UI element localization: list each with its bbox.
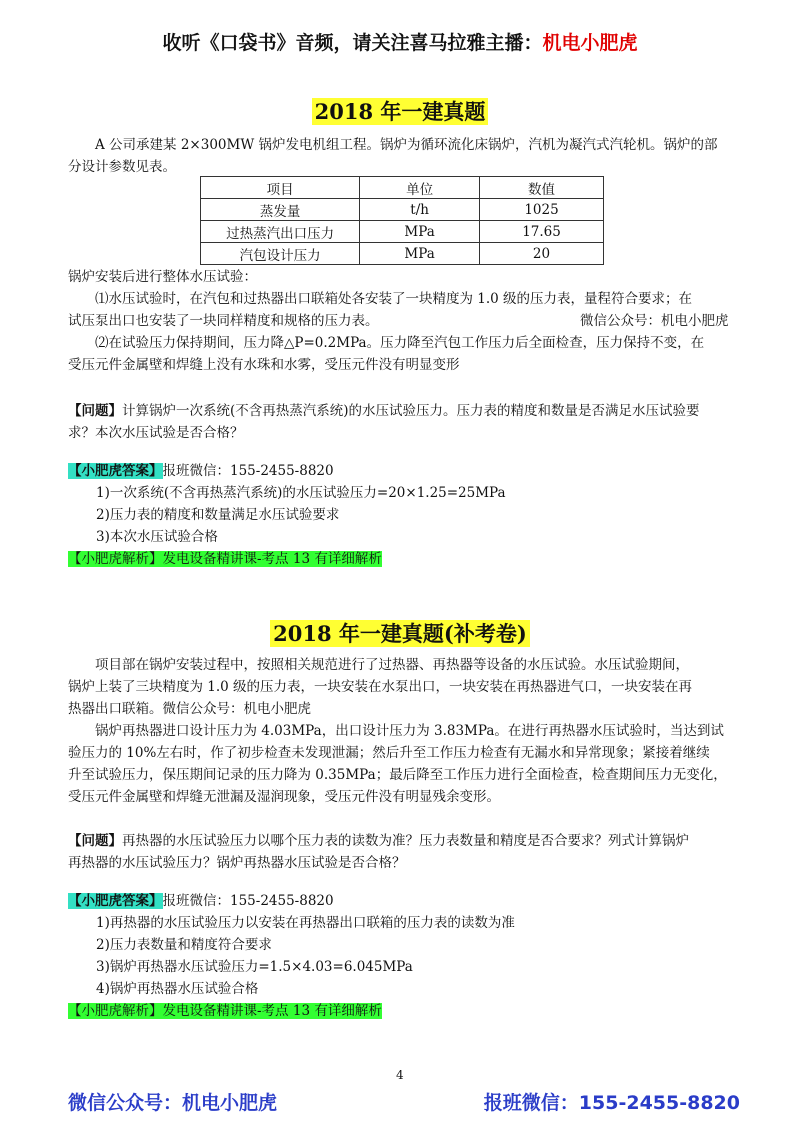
table-cell: MPa xyxy=(360,243,480,265)
question-text: 计算锅炉一次系统(不含再热蒸汽系统)的水压试验压力。压力表的精度和数量是否满足水压试验要 xyxy=(122,403,700,419)
answer-label: 【小肥虎答案】 xyxy=(68,463,163,479)
header-prefix: 收听《口袋书》音频，请关注喜马拉雅主播： xyxy=(162,32,543,54)
section2-answer-1: 1)再热器的水压试验压力以安装在再热器出口联箱的压力表的读数为准 xyxy=(96,915,515,931)
section1-item1-line1: ⑴水压试验时，在汽包和过热器出口联箱处各安装了一块精度为 1.0 级的压力表，量程符合要求；在 xyxy=(95,291,693,307)
section2-answer-2: 2)压力表数量和精度符合要求 xyxy=(96,937,272,953)
section1-answer-3: 3)本次水压试验合格 xyxy=(96,529,218,545)
wechat-tag: 微信公众号：机电小肥虎 xyxy=(580,313,729,329)
table-cell: 20 xyxy=(480,243,604,265)
analysis-text: 【小肥虎解析】发电设备精讲课-考点 13 有详细解析 xyxy=(68,551,382,567)
section1-analysis xyxy=(68,548,382,570)
section2-title: 2018 年一建真题(补考卷) xyxy=(270,620,530,647)
section1-item2-line1: ⑵在试验压力保持期间，压力降△P=0.2MPa。压力降至汽包工作压力后全面检查，压力保持不变，在 xyxy=(95,335,705,351)
footer-contact: 报班微信：155-2455-8820 xyxy=(483,1092,740,1114)
table-header-cell: 项目 xyxy=(201,177,360,199)
section2-analysis xyxy=(68,1000,382,1022)
section2-para1-line3: 热器出口联箱。微信公众号：机电小肥虎 xyxy=(68,701,311,717)
table-row xyxy=(201,243,604,265)
table-row xyxy=(201,199,604,221)
params-table xyxy=(200,176,604,265)
section2-para2-line4: 受压元件金属壁和焊缝无泄漏及湿润现象，受压元件没有明显残余变形。 xyxy=(68,789,500,805)
table-header-cell: 单位 xyxy=(360,177,480,199)
section2-para1-line1: 项目部在锅炉安装过程中，按照相关规范进行了过热器、再热器等设备的水压试验。水压试验期间， xyxy=(95,657,689,673)
table-cell: 17.65 xyxy=(480,221,604,243)
table-cell: 过热蒸汽出口压力 xyxy=(201,221,360,243)
section2-question-line2: 再热器的水压试验压力？锅炉再热器水压试验是否合格？ xyxy=(68,855,406,871)
section1-item2-line2: 受压元件金属壁和焊缝上没有水珠和水雾，受压元件没有明显变形 xyxy=(68,357,460,373)
section1-item1-line2 xyxy=(68,310,748,332)
section1-after-table: 锅炉安装后进行整体水压试验： xyxy=(68,269,257,285)
section2-para2-line3: 升至试验压力，保压期间记录的压力降为 0.35MPa；最后降至工作压力进行全面检查，检查期间压力无变化， xyxy=(68,767,727,783)
section1-title: 2018 年一建真题 xyxy=(312,98,489,125)
table-header-row xyxy=(201,177,604,199)
table-cell: MPa xyxy=(360,221,480,243)
section1-answer-2: 2)压力表的精度和数量满足水压试验要求 xyxy=(96,507,340,523)
section1-answer-1: 1)一次系统(不含再热蒸汽系统)的水压试验压力=20×1.25=25MPa xyxy=(96,485,506,501)
section1-title-wrap xyxy=(0,96,800,126)
section2-para2-line2: 验压力的 10%左右时，作了初步检查未发现泄漏；然后升至工作压力检查有无漏水和异常现象；紧接着继续 xyxy=(68,745,710,761)
section1-question-line2: 求？本次水压试验是否合格？ xyxy=(68,425,244,441)
table-header-cell: 数值 xyxy=(480,177,604,199)
section1-intro-line2: 分设计参数见表。 xyxy=(68,159,176,175)
header-host: 机电小肥虎 xyxy=(542,32,638,54)
question-label: 【问题】 xyxy=(68,833,122,849)
question-label: 【问题】 xyxy=(68,403,122,419)
section2-para1-line2: 锅炉上装了三块精度为 1.0 级的压力表，一块安装在水泵出口，一块安装在再热器进气口，一块安装在再 xyxy=(68,679,693,695)
answer-contact: 报班微信：155-2455-8820 xyxy=(162,893,334,909)
section2-answer-3: 3)锅炉再热器水压试验压力=1.5×4.03=6.045MPa xyxy=(96,959,413,975)
footer-wechat: 微信公众号：机电小肥虎 xyxy=(68,1092,278,1114)
section2-question-line1 xyxy=(68,830,758,852)
table-row xyxy=(201,221,604,243)
table-cell: 1025 xyxy=(480,199,604,221)
section2-answer-4: 4)锅炉再热器水压试验合格 xyxy=(96,981,259,997)
section1-item1-text: 试压泵出口也安装了一块同样精度和规格的压力表。 xyxy=(68,313,379,329)
table-cell: 蒸发量 xyxy=(201,199,360,221)
answer-contact: 报班微信：155-2455-8820 xyxy=(162,463,334,479)
section2-para2-line1: 锅炉再热器进口设计压力为 4.03MPa，出口设计压力为 3.83MPa。在进行再热器水压试验时，当达到试 xyxy=(95,723,724,739)
table-cell: t/h xyxy=(360,199,480,221)
section2-answer-header xyxy=(68,890,334,912)
section1-question-line1 xyxy=(68,400,758,422)
section1-answer-header xyxy=(68,460,334,482)
page-header xyxy=(0,28,800,55)
page-number: 4 xyxy=(396,1068,404,1082)
analysis-text: 【小肥虎解析】发电设备精讲课-考点 13 有详细解析 xyxy=(68,1003,382,1019)
section2-title-wrap xyxy=(0,618,800,648)
question-text: 再热器的水压试验压力以哪个压力表的读数为准？压力表数量和精度是否合要求？列式计算锅炉 xyxy=(122,833,689,849)
section1-intro-line1: A 公司承建某 2×300MW 锅炉发电机组工程。锅炉为循环流化床锅炉，汽机为凝汽式汽轮机。锅炉的部 xyxy=(95,137,718,153)
answer-label: 【小肥虎答案】 xyxy=(68,893,163,909)
table-cell: 汽包设计压力 xyxy=(201,243,360,265)
